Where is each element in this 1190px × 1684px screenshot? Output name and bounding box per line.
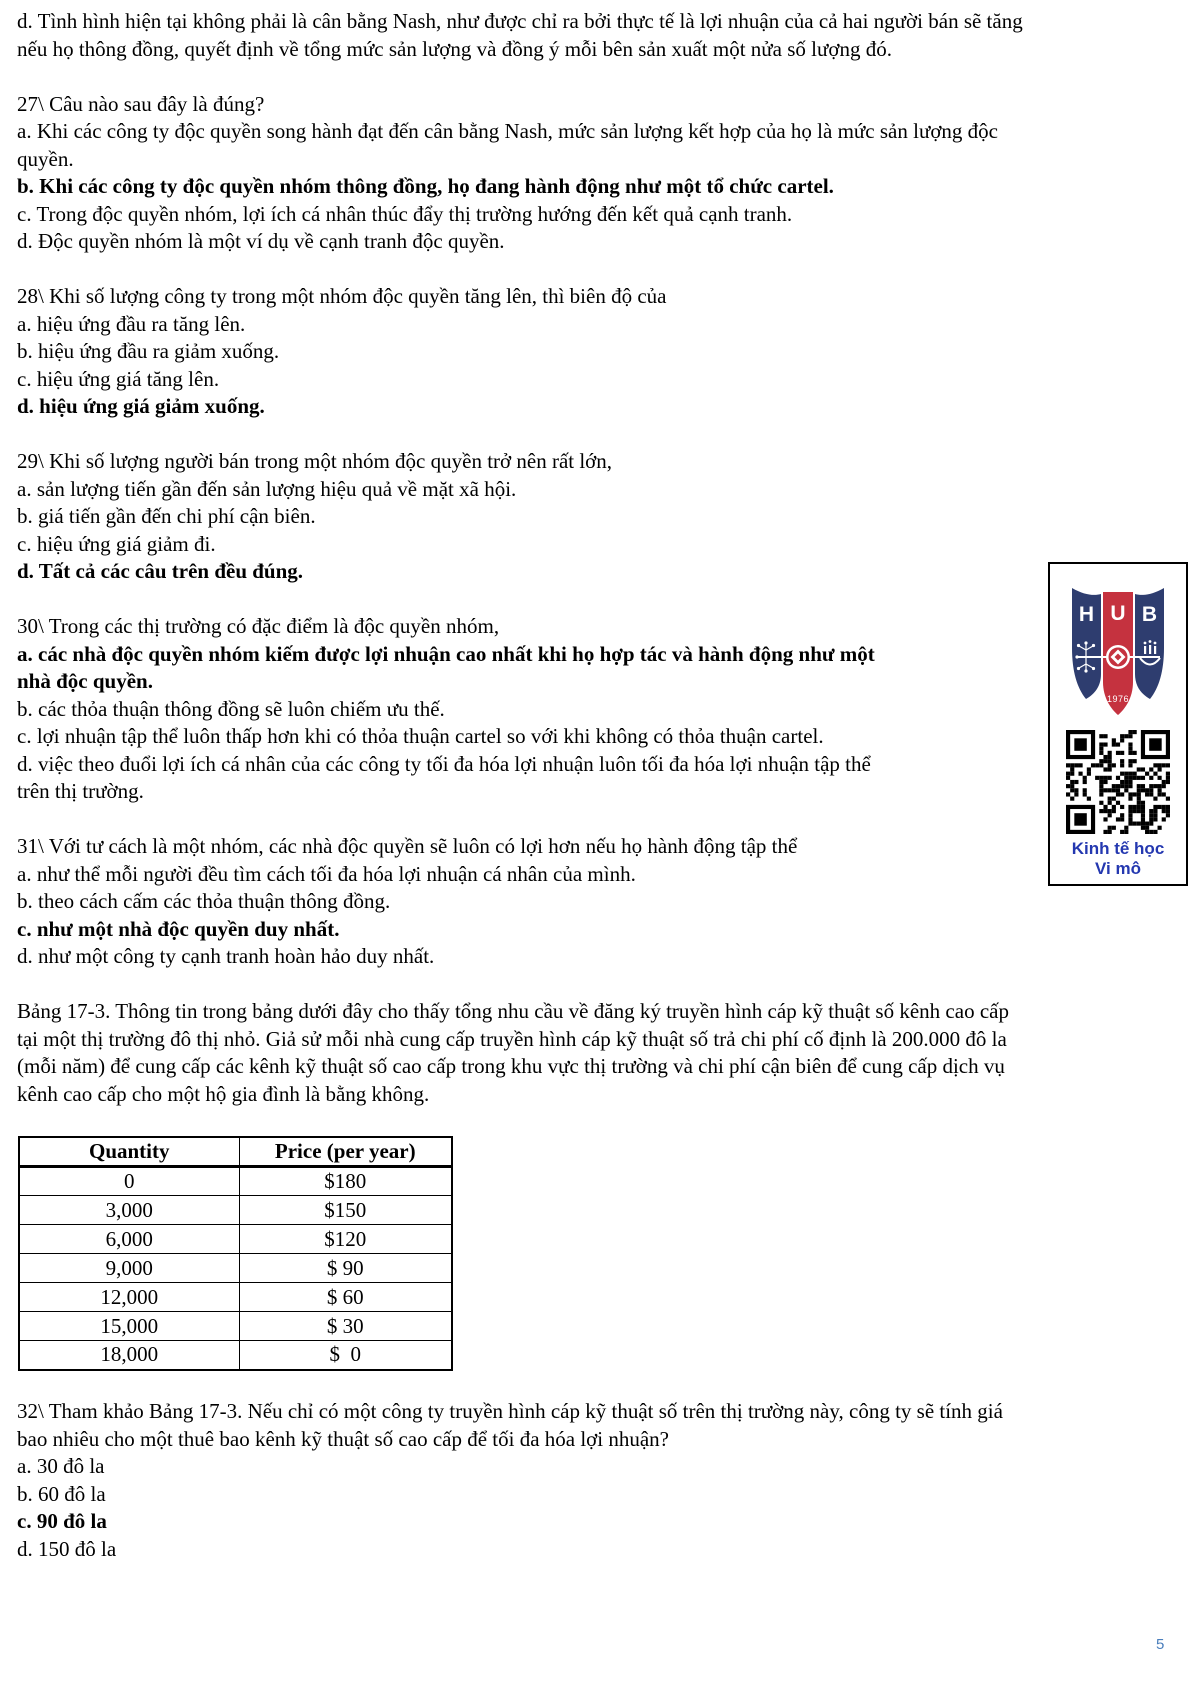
table-row (19, 1283, 452, 1312)
text-line: 29\ Khi số lượng người bán trong một nhóm độc quyền trở nên rất lớn, (17, 449, 613, 473)
table-cell: 18,000 (19, 1341, 239, 1370)
text-line: trên thị trường. (17, 779, 144, 803)
table-row (19, 1312, 452, 1341)
logo-caption (1050, 839, 1186, 879)
text-line: b. theo cách cấm các thỏa thuận thông đồng. (17, 889, 391, 913)
page-number: 5 (1156, 1636, 1165, 1653)
demand-table (18, 1136, 453, 1371)
table-header-row (19, 1137, 452, 1167)
text-line: d. hiệu ứng giá giảm xuống. (17, 394, 265, 418)
text-line: quyền. (17, 146, 74, 171)
text-line: 31\ Với tư cách là một nhóm, các nhà độc quyền sẽ luôn có lợi hơn nếu họ hành động tập thể (17, 834, 798, 858)
text-line: tại một thị trường đô thị nhỏ. Giả sử mỗi nhà cung cấp truyền hình cáp kỹ thuật số trả chi phí cố định là 200.000 đô la (17, 1026, 1007, 1051)
blank-line (17, 256, 1177, 284)
table-cell: 9,000 (19, 1254, 239, 1283)
text-line: bao nhiêu cho một thuê bao kênh kỹ thuật số cao cấp để tối đa hóa lợi nhuận? (17, 1426, 670, 1451)
text-line: b. Khi các công ty độc quyền nhóm thông đồng, họ đang hành động như một tổ chức cartel. (17, 174, 834, 198)
blank-line (17, 63, 1177, 91)
blank-line (17, 971, 1177, 999)
text-line: d. Độc quyền nhóm là một ví dụ về cạnh tranh độc quyền. (17, 229, 505, 253)
table-header-price: Price (per year) (239, 1137, 452, 1167)
text-line: c. hiệu ứng giá tăng lên. (17, 366, 220, 391)
table-cell: $ 30 (239, 1312, 452, 1341)
text-line: d. Tình hình hiện tại không phải là cân bằng Nash, như được chỉ ra bởi thực tế là lợi nhuận của cả hai người bán sẽ tăng (17, 9, 1023, 33)
blank-line (17, 586, 1177, 614)
text-line: c. 90 đô la (17, 1509, 107, 1533)
text-line: a. 30 đô la (17, 1454, 105, 1478)
text-line: kênh cao cấp cho một hộ gia đình là bằng không. (17, 1081, 430, 1106)
text-line: a. các nhà độc quyền nhóm kiếm được lợi nhuận cao nhất khi họ hợp tác và hành động như một (17, 641, 875, 666)
table-header-quantity: Quantity (19, 1137, 239, 1167)
logo-caption-line1: Kinh tế học (1071, 839, 1165, 858)
table-row (19, 1341, 452, 1370)
text-line: 32\ Tham khảo Bảng 17-3. Nếu chỉ có một công ty truyền hình cáp kỹ thuật số trên thị trường này, công ty sẽ tính giá (17, 1399, 1003, 1423)
table-cell: 0 (19, 1167, 239, 1196)
logo-letter-b: B (1141, 603, 1158, 626)
text-line: c. như một nhà độc quyền duy nhất. (17, 916, 340, 941)
text-line: c. Trong độc quyền nhóm, lợi ích cá nhân thúc đẩy thị trường hướng đến kết quả cạnh tranh. (17, 201, 793, 226)
table-cell: $ 0 (239, 1341, 452, 1370)
text-line: a. Khi các công ty độc quyền song hành đạt đến cân bằng Nash, mức sản lượng kết hợp của họ là mức sản lượng độc (17, 119, 999, 143)
text-line: d. như một công ty cạnh tranh hoàn hảo duy nhất. (17, 944, 435, 968)
text-line: b. 60 đô la (17, 1481, 106, 1506)
coin-ornament-icon (1106, 645, 1130, 669)
text-line: a. như thể mỗi người đều tìm cách tối đa hóa lợi nhuận cá nhân của mình. (17, 861, 636, 886)
text-line: 27\ Câu nào sau đây là đúng? (17, 91, 265, 116)
text-line: a. sản lượng tiến gần đến sản lượng hiệu quả về mặt xã hội. (17, 476, 517, 501)
table-row (19, 1254, 452, 1283)
table-cell: 15,000 (19, 1312, 239, 1341)
blank-line (17, 806, 1177, 834)
logo-letter-u: U (1110, 602, 1126, 625)
table-row (19, 1196, 452, 1225)
table-row (19, 1225, 452, 1254)
text-line: b. giá tiến gần đến chi phí cận biên. (17, 504, 316, 528)
text-line: a. hiệu ứng đầu ra tăng lên. (17, 311, 246, 336)
blank-line (17, 421, 1177, 449)
hub-logo-box (1048, 562, 1188, 886)
text-block-lower (17, 1371, 1177, 1564)
hub-shield-logo (1069, 576, 1167, 724)
text-line: 28\ Khi số lượng công ty trong một nhóm độc quyền tăng lên, thì biên độ của (17, 284, 667, 308)
document-text (17, 8, 1177, 1563)
text-line: (mỗi năm) để cung cấp các kênh kỹ thuật số cao cấp trong khu vực thị trường và chi phí cận biên để cung cấp dịch vụ (17, 1054, 1005, 1078)
table-cell: $150 (239, 1196, 452, 1225)
text-line: b. hiệu ứng đầu ra giảm xuống. (17, 339, 280, 363)
table-cell: $ 60 (239, 1283, 452, 1312)
text-line: d. 150 đô la (17, 1536, 117, 1561)
table-cell: 6,000 (19, 1225, 239, 1254)
logo-year: 1976 (1106, 694, 1130, 704)
qr-code (1066, 730, 1170, 834)
text-line: d. việc theo đuổi lợi ích cá nhân của các công ty tối đa hóa lợi nhuận luôn tối đa hóa lợi nhuận tập thể (17, 751, 871, 776)
text-block-upper (17, 8, 1177, 1136)
text-line: 30\ Trong các thị trường có đặc điểm là độc quyền nhóm, (17, 614, 500, 638)
text-line: b. các thỏa thuận thông đồng sẽ luôn chiếm ưu thế. (17, 696, 445, 721)
text-line: nhà độc quyền. (17, 669, 153, 693)
text-line: Bảng 17-3. Thông tin trong bảng dưới đây cho thấy tổng nhu cầu về đăng ký truyền hình cáp kỹ thuật số kênh cao cấp (17, 999, 1009, 1023)
blank-line (17, 1108, 1177, 1136)
logo-letter-h: H (1078, 603, 1095, 626)
table-cell: $120 (239, 1225, 452, 1254)
table-cell: $180 (239, 1167, 452, 1196)
table-cell: 12,000 (19, 1283, 239, 1312)
text-line: c. lợi nhuận tập thể luôn thấp hơn khi có thỏa thuận cartel so với khi không có thỏa thuận cartel. (17, 724, 824, 748)
text-line: d. Tất cả các câu trên đều đúng. (17, 559, 304, 583)
blank-line (17, 1371, 1177, 1399)
table-cell: $ 90 (239, 1254, 452, 1283)
table-row (19, 1167, 452, 1196)
text-line: nếu họ thông đồng, quyết định về tổng mức sản lượng và đồng ý mỗi bên sản xuất một nửa số lượng đó. (17, 36, 892, 61)
text-line: c. hiệu ứng giá giảm đi. (17, 531, 216, 556)
table-cell: 3,000 (19, 1196, 239, 1225)
logo-caption-line2: Vi mô (1095, 859, 1141, 878)
